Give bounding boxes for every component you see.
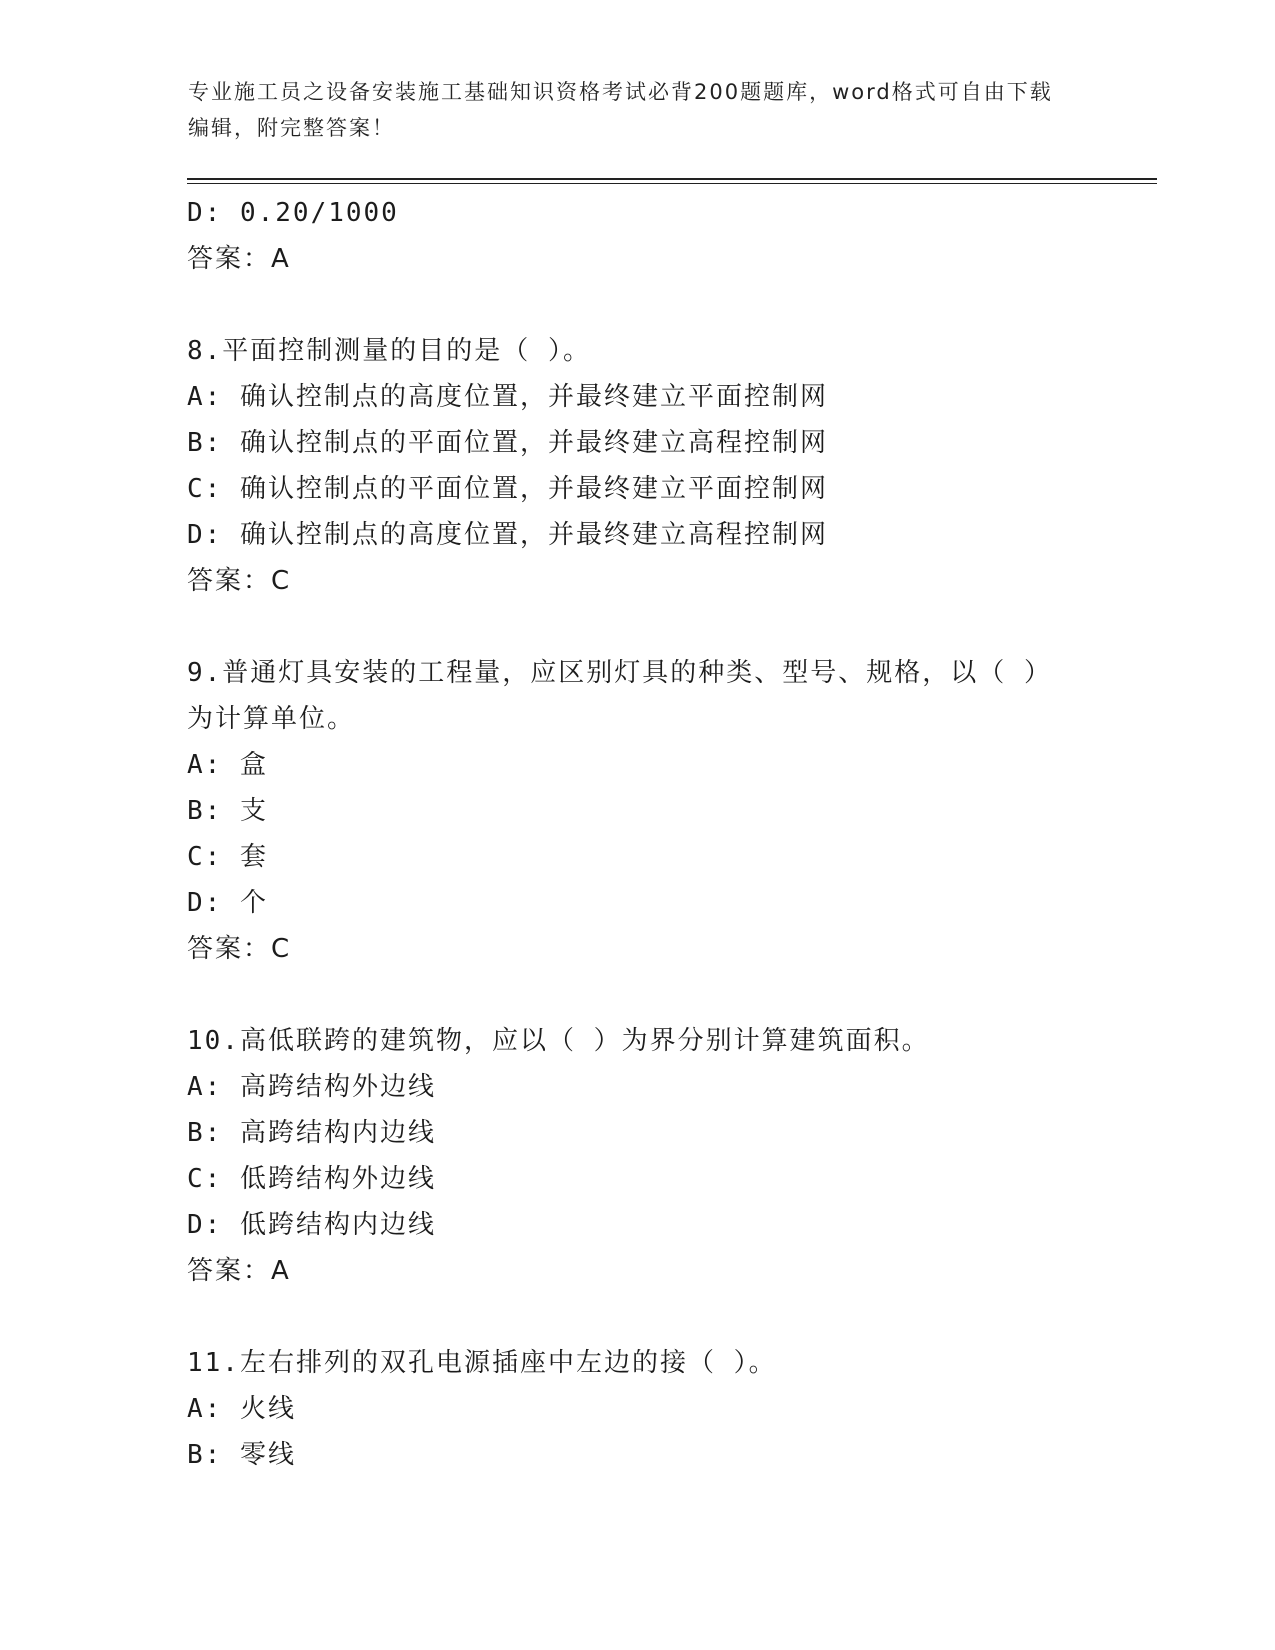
option-b: B: 支 [187, 796, 268, 826]
question-stem: 9.普通灯具安装的工程量，应区别灯具的种类、型号、规格，以（ ）为计算单位。 [187, 658, 1052, 734]
header-divider-thick [187, 178, 1157, 180]
option-d: D: 确认控制点的高度位置，并最终建立高程控制网 [187, 520, 828, 550]
question-stem: 10.高低联跨的建筑物，应以（ ）为界分别计算建筑面积。 [187, 1026, 930, 1056]
prev-question-option-d: D: 0.20/1000 [187, 198, 399, 228]
option-b: B: 零线 [187, 1440, 296, 1470]
question-list [187, 190, 1087, 1478]
spacer [187, 282, 1087, 328]
option-c: C: 确认控制点的平面位置，并最终建立平面控制网 [187, 474, 828, 504]
option-a: A: 盒 [187, 750, 268, 780]
option-d: D: 低跨结构内边线 [187, 1210, 436, 1240]
question-block-8 [187, 328, 1087, 604]
option-c: C: 套 [187, 842, 268, 872]
spacer [187, 1294, 1087, 1340]
option-a: A: 确认控制点的高度位置，并最终建立平面控制网 [187, 382, 828, 412]
document-header: 专业施工员之设备安装施工基础知识资格考试必背200题题库，word格式可自由下载编辑，附完整答案！ [188, 80, 1053, 140]
question-block-9 [187, 650, 1087, 972]
question-block-10 [187, 1018, 1087, 1294]
option-d: D: 个 [187, 888, 268, 918]
answer-line: 答案：C [187, 566, 292, 596]
option-b: B: 确认控制点的平面位置，并最终建立高程控制网 [187, 428, 828, 458]
option-a: A: 高跨结构外边线 [187, 1072, 436, 1102]
spacer [187, 604, 1087, 650]
answer-line: 答案：C [187, 934, 292, 964]
question-stem: 8.平面控制测量的目的是（ ）。 [187, 336, 591, 366]
question-stem: 11.左右排列的双孔电源插座中左边的接（ ）。 [187, 1348, 777, 1378]
header-divider-thin [187, 183, 1157, 184]
answer-line: 答案：A [187, 1256, 291, 1286]
option-c: C: 低跨结构外边线 [187, 1164, 436, 1194]
option-a: A: 火线 [187, 1394, 296, 1424]
prev-question-answer: 答案：A [187, 244, 291, 274]
spacer [187, 972, 1087, 1018]
option-b: B: 高跨结构内边线 [187, 1118, 436, 1148]
question-block-11 [187, 1340, 1087, 1478]
